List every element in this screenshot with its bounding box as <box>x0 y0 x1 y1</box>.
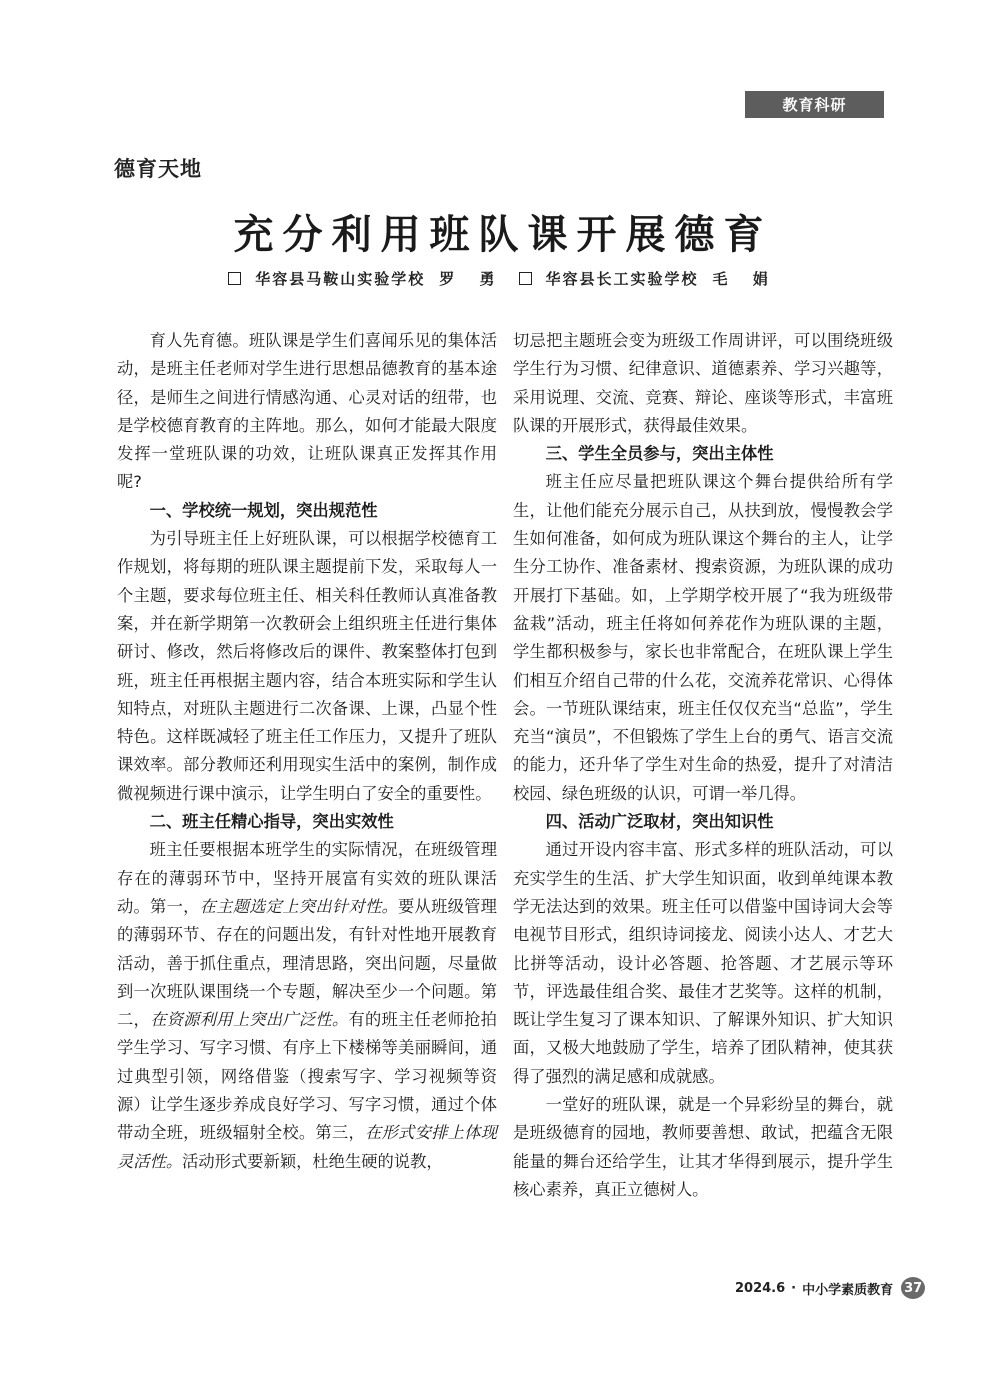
byline <box>0 268 1006 289</box>
section-heading-4: 四、活动广泛取材，突出知识性 <box>545 812 774 832</box>
paragraph-2-text: 要从班级管理的薄弱环节、存在的问题出发，有针对性地开展教育活动，善于抓住重点，理清思路，突出问题，尽量做到一次班队课围绕一个专题，解决至少一个问题。第二， <box>117 896 497 1030</box>
paragraph-2 <box>117 836 497 1176</box>
page-footer <box>735 1277 925 1299</box>
continued-paragraph: 切忌把主题班会变为班级工作周讲评，可以围绕班级学生行为习惯、纪律意识、道德素养、学习兴趣等，采用说理、交流、竞赛、辩论、座谈等形式，丰富班队课的开展形式，获得最佳效果。 <box>513 331 893 435</box>
intro-paragraph: 育人先育德。班队课是学生们喜闻乐见的集体活动，是班主任老师对学生进行思想品德教育的基本途径，是师生之间进行情感沟通、心灵对话的纽带，也是学校德育教育的主阵地。那么，如何才能最大限度发挥一堂班队课的功效，让班队课真正发挥其作用呢? <box>117 331 497 492</box>
emphasis-point-1: 在主题选定上突出针对性。 <box>199 896 399 916</box>
section-heading-2: 二、班主任精心指导，突出实效性 <box>149 812 394 832</box>
author-marker-icon <box>228 272 241 285</box>
issue-date: 2024.6 <box>735 1280 786 1296</box>
paragraph-1: 为引导班主任上好班队课，可以根据学校德育工作规划，将每期的班队课主题提前下发，采取每人一个主题，要求每位班主任、相关科任教师认真准备教案，并在新学期第一次教研会上组织班主任进行集体研讨、修改，然后将修改后的课件、教案整体打包到班，班主任再根据主题内容，结合本班实际和学生认知特点，对班队主题进行二次备课、上课，凸显个性特色。这样既减轻了班主任工作压力，又提升了班队课效率。部分教师还利用现实生活中的案例，制作成微视频进行课中演示，让学生明白了安全的重要性。 <box>117 529 497 803</box>
right-column <box>513 327 893 1204</box>
journal-name: 中小学素质教育 <box>802 1282 894 1298</box>
paragraph-2-text: 班主任要根据本班学生的实际情况，在班级管理存在的薄弱环节中，坚持开展富有实效的班队课活动。第一， <box>117 840 497 916</box>
author-school: 华容县长工实验学校 <box>545 270 699 288</box>
emphasis-point-2: 在资源利用上突出广泛性。 <box>150 1010 349 1030</box>
author-name: 罗 勇 <box>439 270 505 288</box>
author-name: 毛 娟 <box>712 270 778 288</box>
section-heading-1: 一、学校统一规划，突出规范性 <box>149 500 378 520</box>
paragraph-2-text: 有的班主任老师抢拍学生学习、写字习惯、有序上下楼梯等美丽瞬间，通过典型引领，网络借鉴（搜索写字、学习视频等资源）让学生逐步养成良好学习、写字习惯，通过个体带动全班，班级辐射全校。第三， <box>117 1010 497 1143</box>
conclusion-paragraph: 一堂好的班队课，就是一个异彩纷呈的舞台，就是班级德育的园地，教师要善想、敢试，把蕴含无限能量的舞台还给学生，让其才华得到展示，提升学生核心素养，真正立德树人。 <box>513 1095 893 1199</box>
left-column <box>117 327 497 1176</box>
page-number-badge: 37 <box>901 1277 925 1299</box>
paragraph-2-text: 活动形式要新颖，杜绝生硬的说教， <box>182 1151 443 1171</box>
emphasis-point-3: 在形式安排上体现灵活性。 <box>117 1123 497 1171</box>
separator-dot: · <box>791 1280 797 1296</box>
article-title: 充分利用班队课开展德育 <box>233 211 773 258</box>
author-marker-icon <box>519 272 532 285</box>
section-heading-3: 三、学生全员参与，突出主体性 <box>545 444 774 464</box>
paragraph-4: 通过开设内容丰富、形式多样的班队活动，可以充实学生的生活、扩大学生知识面，收到单纯课本教学无法达到的效果。班主任可以借鉴中国诗词大会等电视节目形式，组织诗词接龙、阅读小达人、才艺大比拼等活动，设计必答题、抢答题、才艺展示等环节，评选最佳组合奖、最佳才艺奖等。这样的机制，既让学生复习了课本知识、了解课外知识、扩大知识面，又极大地鼓励了学生，培养了团队精神，使其获得了强烈的满足感和成就感。 <box>513 840 893 1086</box>
section-tab: 教育科研 <box>745 91 884 118</box>
paragraph-3: 班主任应尽量把班队课这个舞台提供给所有学生，让他们能充分展示自己，从扶到放，慢慢教会学生如何准备，如何成为班队课这个舞台的主人，让学生分工协作、准备素材、搜索资源，为班队课的成功开展打下基础。如，上学期学校开展了“我为班级带盆栽”活动，班主任将如何养花作为班队课的主题，学生都积极参与，家长也非常配合，在班队课上学生们相互介绍自己带的什么花，交流养花常识、心得体会。一节班队课结束，班主任仅仅充当“总监”，学生充当“演员”，不但锻炼了学生上台的勇气、语言交流的能力，还升华了学生对生命的热爱，提升了对清洁校园、绿色班级的认识，可谓一举几得。 <box>513 472 893 803</box>
column-name: 德育天地 <box>114 157 202 181</box>
author-school: 华容县马鞍山实验学校 <box>255 270 426 288</box>
